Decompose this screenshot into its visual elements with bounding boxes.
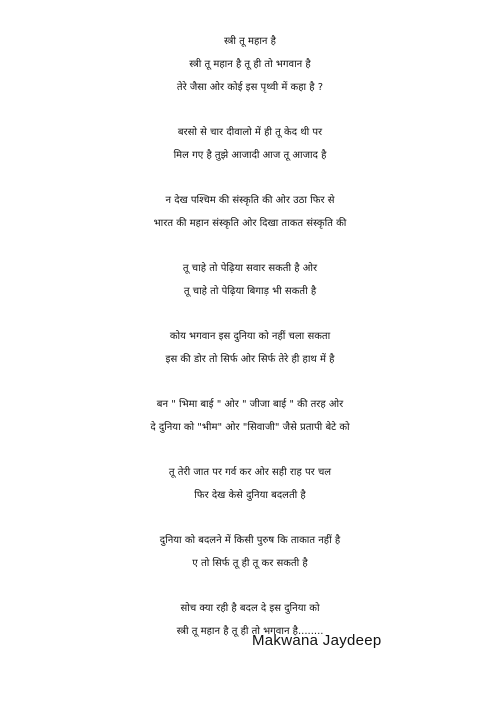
- poem-line: मिल गए है तुझे आजादी आज तू आजाद है: [173, 150, 327, 161]
- poem-line: बरसो से चार दीवालो में ही तू केद थी पर: [177, 127, 323, 138]
- stanza-3: [0, 189, 500, 235]
- poem-line: तेरे जैसा ओर कोई इस पृथ्वी में कहा है ?: [176, 82, 324, 93]
- poem-line: भारत की महान संस्कृति ओर दिखा ताकत संस्कृति की: [153, 218, 347, 229]
- stanza-1: [0, 30, 500, 99]
- stanza-6: [0, 393, 500, 439]
- poem-line: तू चाहे तो पेढ़िया बिगाड़ भी सकती है: [183, 286, 317, 297]
- stanza-7: [0, 461, 500, 507]
- stanza-8: [0, 529, 500, 575]
- poem-line: दुनिया को बदलने में किसी पुरुष कि ताकात नहीं है: [159, 535, 341, 546]
- stanza-5: [0, 325, 500, 371]
- stanza-2: [0, 121, 500, 167]
- poem-line: इस की डोर तो सिर्फ ओर सिर्फ तेरे ही हाथ में है: [165, 354, 335, 365]
- author-signature: Makwana Jaydeep: [252, 632, 382, 649]
- stanza-4: [0, 257, 500, 303]
- poem-line: न देख पश्चिम की संस्कृति की ओर उठा फिर से: [165, 195, 335, 206]
- poem-line: ए तो सिर्फ तू ही तू कर सकती है: [192, 558, 308, 569]
- poem-line: तू तेरी जात पर गर्व कर ओर सही राह पर चल: [168, 467, 332, 478]
- poem-line: कोय भगवान इस दुनिया को नहीं चला सकता: [169, 331, 331, 342]
- poem-line: फिर देख केसे दुनिया बदलती है: [194, 490, 306, 501]
- poem-line: सोच क्या रही है बदल दे इस दुनिया को: [180, 603, 320, 614]
- poem-line: स्त्री तू महान है तू ही तो भगवान है........: [176, 626, 324, 637]
- poem-title-line: स्त्री तू महान है: [224, 36, 276, 47]
- stanza-9: [0, 597, 500, 643]
- poem-line: तू चाहे तो पेढ़िया सवार सकती है ओर: [182, 263, 318, 274]
- poem-line: स्त्री तू महान है तू ही तो भगवान है: [189, 59, 311, 70]
- poem-line: बन " भिमा बाई " ओर " जीजा बाई " की तरह ओर: [156, 399, 344, 410]
- poem-line: दे दुनिया को "भीम" ओर "सिवाजी" जैसे प्रतापी बेटे को: [150, 422, 350, 433]
- poem-body: [0, 30, 500, 665]
